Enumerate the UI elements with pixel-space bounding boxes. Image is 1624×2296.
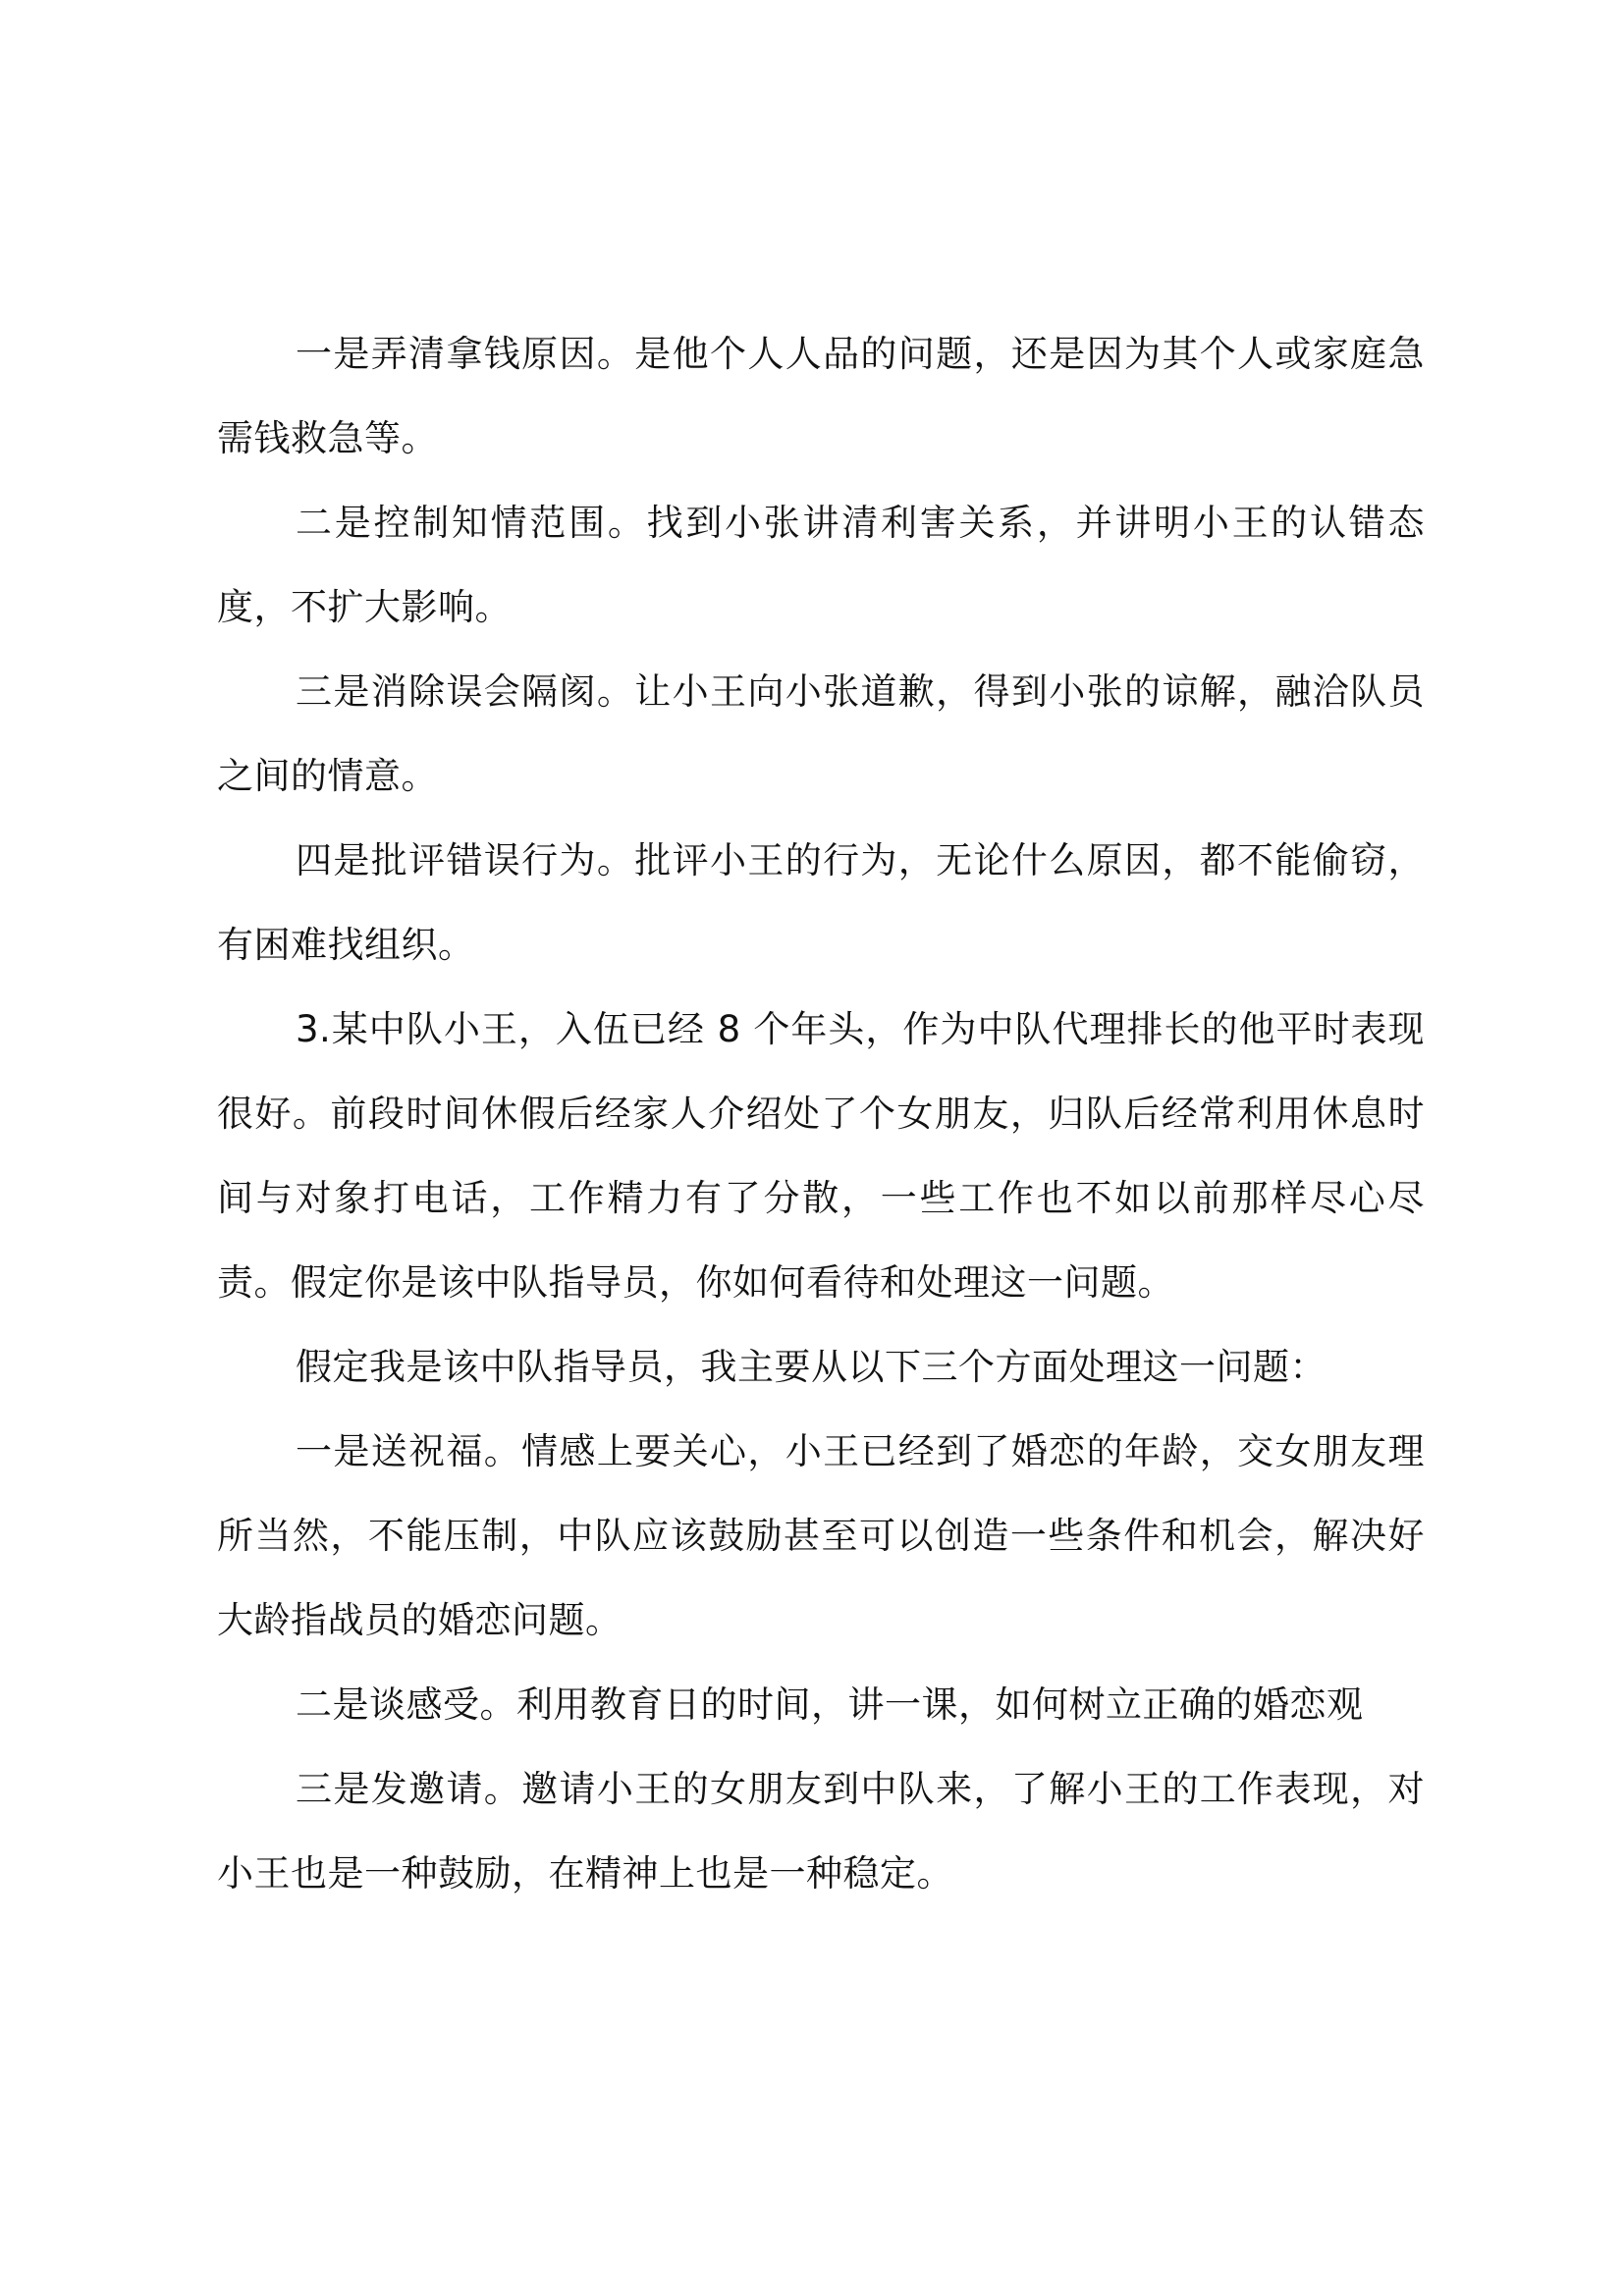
paragraph-control-scope: 二是控制知情范围。找到小张讲清利害关系，并讲明小王的认错态度，不扩大影响。: [217, 502, 1425, 628]
paragraph-criticize-behavior: 四是批评错误行为。批评小王的行为，无论什么原因，都不能偷窃，有困难找组织。: [217, 839, 1425, 966]
paragraph-answer-intro: 假定我是该中队指导员，我主要从以下三个方面处理这一问题：: [296, 1346, 1326, 1388]
paragraph-talk-feelings: 二是谈感受。利用教育日的时间，讲一课，如何树立正确的婚恋观: [296, 1683, 1364, 1726]
paragraph-remove-misunderstanding: 三是消除误会隔阂。让小王向小张道歉，得到小张的谅解，融洽队员之间的情意。: [217, 670, 1425, 797]
paragraph-send-invitation: 三是发邀请。邀请小王的女朋友到中队来，了解小王的工作表现，对小王也是一种鼓励，在精神上也是一种稳定。: [217, 1768, 1425, 1895]
paragraph-clarify-reason: 一是弄清拿钱原因。是他个人人品的问题，还是因为其个人或家庭急需钱救急等。: [217, 333, 1425, 459]
document-page: [217, 312, 1425, 1916]
paragraph-question-3: 3.某中队小王，入伍已经 8 个年头，作为中队代理排长的他平时表现很好。前段时间休假后经家人介绍处了个女朋友，归队后经常利用休息时间与对象打电话，工作精力有了分散，一些工作也不如以前那样尽心尽责。假定你是该中队指导员，你如何看待和处理这一问题。: [217, 1008, 1425, 1304]
paragraph-send-blessing: 一是送祝福。情感上要关心，小王已经到了婚恋的年龄，交女朋友理所当然，不能压制，中队应该鼓励甚至可以创造一些条件和机会，解决好大龄指战员的婚恋问题。: [217, 1430, 1425, 1641]
